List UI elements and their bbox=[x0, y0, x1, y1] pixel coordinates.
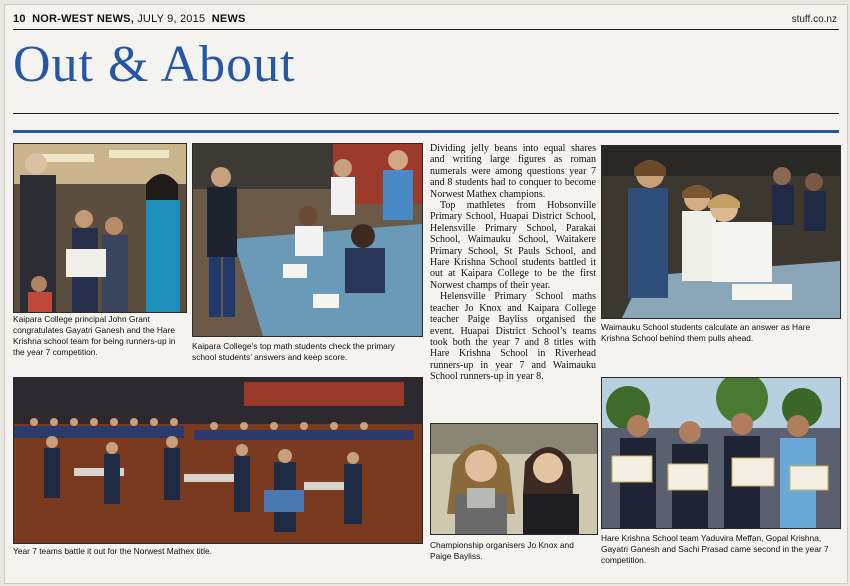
site-url: stuff.co.nz bbox=[791, 14, 837, 25]
caption-principal: Kaipara College principal John Grant congratulates Gayatri Ganesh and the Hare Krishna school team for being runners-up in the year 7 competition. bbox=[13, 314, 176, 357]
folio-rule bbox=[13, 29, 839, 30]
article-paragraph-3: Helensville Primary School maths teacher Jo Knox and Kaipara College teacher Paige Bayliss organised the event. Huapai District School’s teams took both the year 7 and 8 titles with Hare Krishna School in Riverhead runners-up in year 7 and Waimauku School runners-up in year 8. bbox=[430, 291, 596, 383]
caption-gym-teams: Year 7 teams battle it out for the Norwest Mathex title. bbox=[13, 546, 212, 556]
photo-waimauku-students bbox=[601, 145, 841, 319]
photo-gym-teams bbox=[13, 377, 423, 544]
caption-waimauku: Waimauku School students calculate an answer as Hare Krishna School behind them pulls ahead. bbox=[601, 322, 811, 343]
article-paragraph-2: Top mathletes from Hobsonville Primary School, Huapai District School, Helensville Primary School, Parakai School, Waimauku School, Waitakere Primary School, St Pauls School, and Hare Krishna School students battled it out at Kaipara College to be the first Norwest champs of their year. bbox=[430, 200, 596, 291]
photo-principal-certificate bbox=[13, 143, 187, 313]
caption-hare-krishna: Hare Krishna School team Yaduvira Meffan, Gopal Krishna, Gayatri Ganesh and Sachi Prasad came second in the year 7 competition. bbox=[601, 533, 829, 565]
title-rule bbox=[13, 113, 839, 114]
article-paragraph-1: Dividing jelly beans into equal shares and writing large figures as roman numerals were among questions year 7 and 8 students had to conquer to become Norwest Mathex champions. bbox=[430, 143, 596, 200]
photo-organisers bbox=[430, 423, 598, 535]
photo-math-students-scoring bbox=[192, 143, 423, 337]
newspaper-page bbox=[4, 4, 848, 584]
paper-name: NOR-WEST NEWS, bbox=[32, 13, 134, 25]
section-name: NEWS bbox=[211, 13, 246, 25]
page-number: 10 bbox=[13, 13, 26, 25]
folio bbox=[13, 13, 246, 25]
title-rule-blue bbox=[13, 130, 839, 133]
caption-math-students: Kaipara College’s top math students check the primary school students’ answers and keep score. bbox=[192, 341, 395, 362]
page-title: Out & About bbox=[13, 36, 296, 93]
caption-organisers: Championship organisers Jo Knox and Paige Bayliss. bbox=[430, 540, 574, 561]
photo-hare-krishna-team bbox=[601, 377, 841, 529]
article-body bbox=[430, 143, 596, 383]
issue-date: JULY 9, 2015 bbox=[137, 13, 206, 25]
